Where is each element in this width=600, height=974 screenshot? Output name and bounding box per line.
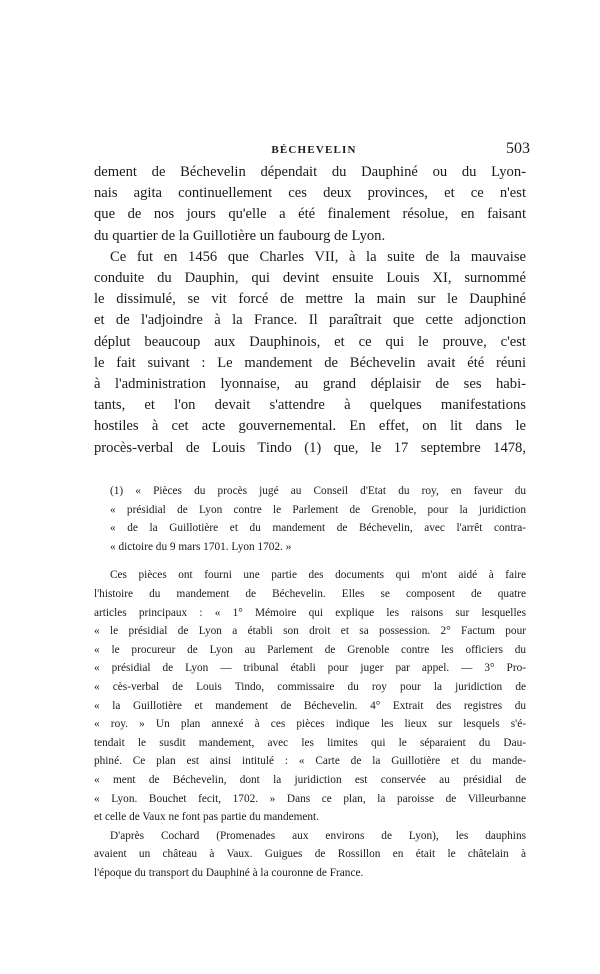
footnote-line: « le présidial de Lyon a établi son droit et sa possession. 2° Factum pour: [94, 625, 526, 638]
text-line: à l'administration lyonnaise, au grand déplaisir de ses habi-: [94, 376, 526, 393]
text-line: dement de Béchevelin dépendait du Dauphiné ou du Lyon-: [94, 164, 526, 180]
footnote-line: phiné. Ce plan est ainsi intitulé : « Carte de la Guillotière et du mande-: [94, 755, 526, 768]
text-line: procès-verbal de Louis Tindo (1) que, le 17 septembre 1478,: [94, 439, 526, 456]
footnote-line: « roy. » Un plan annexé à ces pièces indique les lieux sur lesquels s'é-: [94, 718, 526, 731]
footnote-line: avaient un château à Vaux. Guigues de Rossillon en était le châtelain à: [94, 848, 526, 861]
text-line: hostiles à cet acte gouvernemental. En effet, on lit dans le: [94, 418, 526, 435]
text-line: déplut beaucoup aux Dauphinois, et ce qui le prouve, c'est: [94, 333, 526, 350]
text-line: Ce fut en 1456 que Charles VII, à la suite de la mauvaise: [110, 248, 526, 265]
footnote-line: l'histoire du mandement de Béchevelin. Elles se composent de quatre: [94, 587, 526, 600]
footnote-line: (1) « Pièces du procès jugé au Conseil d'Etat du roy, en faveur du: [110, 485, 526, 497]
footnote-line: Ces pièces ont fourni une partie des documents qui m'ont aidé à faire: [110, 569, 526, 582]
footnotes: [94, 482, 526, 882]
footnote-line: et celle de Vaux ne font pas partie du mandement.: [94, 811, 320, 824]
footnote-1: [94, 482, 526, 556]
running-title: BÉCHEVELIN: [271, 144, 357, 156]
footnote-paragraph-2: [94, 566, 526, 826]
spacer: [94, 556, 526, 566]
text-line: du quartier de la Guillotière un faubourg de Lyon.: [94, 227, 386, 244]
text-line: le dissimulé, se vit forcé de mettre la main sur le Dauphiné: [94, 291, 526, 308]
footnote-line: « le procureur de Lyon au Parlement de Grenoble contre les officiers du: [94, 643, 526, 656]
page-header: [94, 140, 534, 162]
text-line: conduite du Dauphin, qui devint ensuite Louis XI, surnommé: [94, 270, 526, 287]
main-text: [94, 162, 526, 459]
text-line: que de nos jours qu'elle a été finalement résolue, en faisant: [94, 206, 526, 223]
page-number: 503: [506, 140, 530, 157]
text-line: tants, et l'on devait s'attendre à quelques manifestations: [94, 397, 526, 414]
footnote-line: « cès-verbal de Louis Tindo, commissaire du roy pour la juridiction de: [94, 680, 526, 693]
footnote-line: « présidial de Lyon — tribunal établi pour juger par appel. — 3° Pro-: [94, 662, 526, 675]
text-line: et de l'adjoindre à la France. Il paraîtrait que cette adjonction: [94, 312, 526, 329]
footnote-line: « présidial de Lyon contre le Parlement de Grenoble, pour la juridiction: [110, 503, 526, 516]
footnote-line: l'époque du transport du Dauphiné à la couronne de France.: [94, 866, 364, 879]
footnote-line: « la Guillotière et mandement de Béchevelin. 4° Extrait des registres du: [94, 699, 526, 712]
footnote-line: articles principaux : « 1° Mémoire qui explique les raisons sur lesquelles: [94, 606, 526, 619]
footnote-line: « dictoire du 9 mars 1701. Lyon 1702. »: [110, 540, 292, 553]
footnote-line: tendait le susdit mandement, avec les limites qui le séparaient du Dau-: [94, 736, 526, 749]
footnote-line: D'après Cochard (Promenades aux environs de Lyon), les dauphins: [110, 829, 526, 842]
footnote-paragraph-3: [94, 827, 526, 883]
footnote-line: « ment de Béchevelin, dont la juridiction est conservée au présidial de: [94, 773, 526, 786]
footnote-line: « de la Guillotière et du mandement de Béchevelin, avec l'arrêt contra-: [110, 522, 526, 535]
text-line: nais agita continuellement ces deux provinces, et ce n'est: [94, 185, 526, 202]
footnote-line: « Lyon. Bouchet fecit, 1702. » Dans ce plan, la paroisse de Villeurbanne: [94, 792, 526, 805]
text-line: le fait suivant : Le mandement de Béchevelin avait été réuni: [94, 354, 526, 371]
